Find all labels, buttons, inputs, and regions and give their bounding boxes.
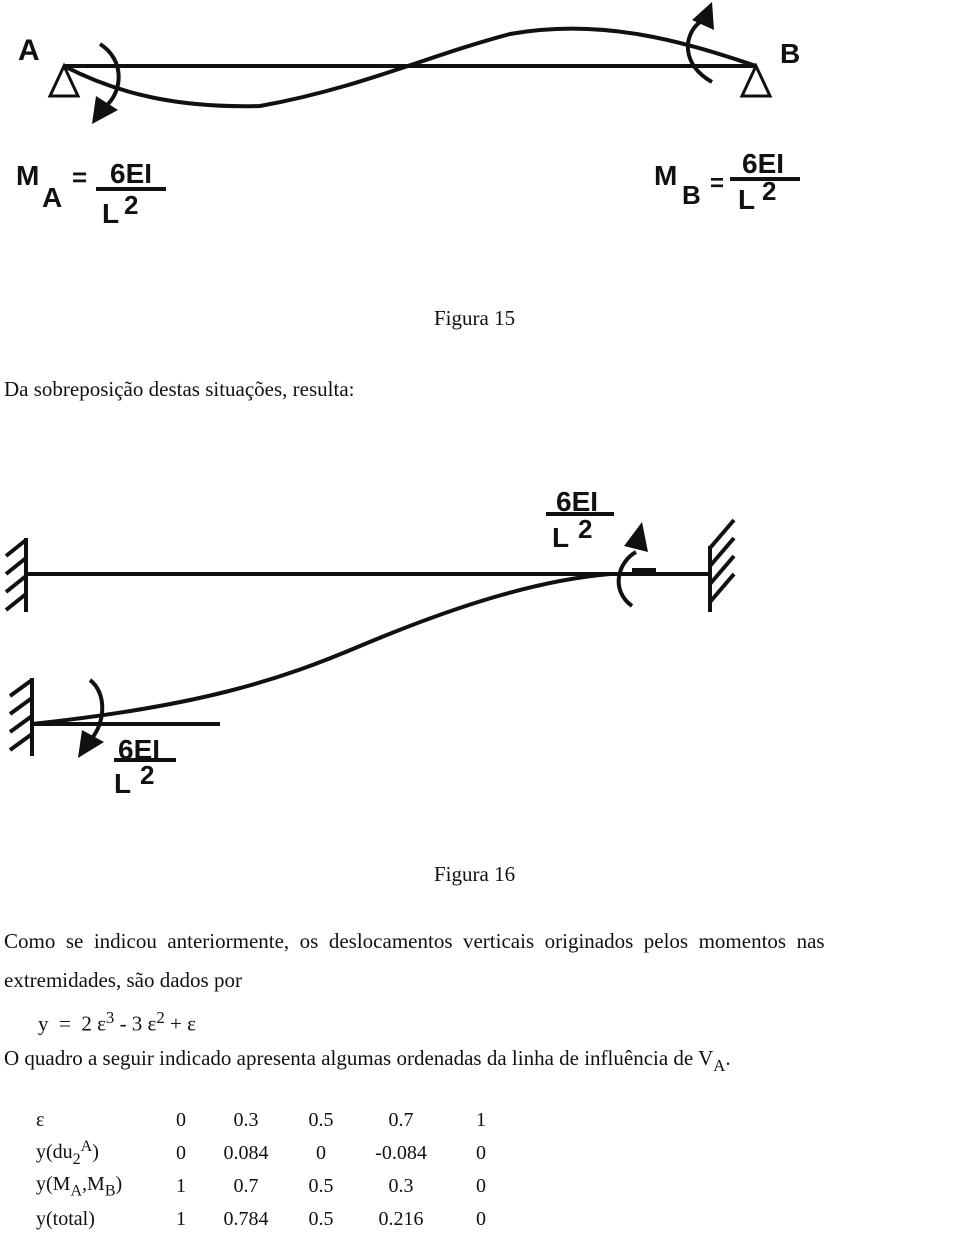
ma-denominator: L [102, 198, 120, 229]
table-cell: 0 [316, 1142, 326, 1164]
figure-16-caption: Figura 16 [434, 862, 516, 886]
mb-exponent: 2 [762, 176, 777, 206]
equation-exp-2: 2 [156, 1008, 165, 1027]
equation-exp-3: 3 [105, 1008, 115, 1027]
table-row [36, 1137, 516, 1170]
table-cell: 0.3 [388, 1175, 414, 1197]
table-cell: 0.7 [233, 1175, 259, 1197]
moment-arrowhead-left [78, 730, 104, 758]
mb-numerator: 6EI [742, 148, 785, 179]
paragraph-1-line-2: extremidades, são dados por [4, 968, 242, 992]
upper-left-wall-hatch [6, 540, 26, 610]
mb-denominator: L [738, 184, 756, 215]
row-label-y-du2a: $y(du_2^A)$ [36, 1138, 99, 1168]
table-row [36, 1203, 516, 1236]
mb-symbol: M [654, 160, 678, 191]
table-cell: 0.5 [308, 1109, 334, 1131]
table-cell: 0 [176, 1142, 186, 1164]
paragraph-2-text: O quadro a seguir indicado apresenta algumas ordenadas da linha de influência de V [4, 1046, 714, 1070]
ordinates-table [36, 1104, 516, 1236]
equation-end: + ε [164, 1011, 196, 1036]
paragraph-2 [4, 1046, 731, 1076]
table-cell: 0.3 [233, 1109, 259, 1131]
table-cell: 0 [176, 1109, 186, 1131]
table-cell: 0 [476, 1208, 486, 1230]
mb-subscript: B [682, 180, 701, 210]
right-wall-hatch [710, 520, 734, 602]
lower-left-wall-hatch [10, 680, 32, 750]
paragraph-2-end: . [725, 1046, 731, 1070]
table-cell: 0.216 [378, 1208, 424, 1230]
mb-equals: = [710, 170, 725, 197]
moment-arrow-left [90, 680, 102, 738]
paragraph-1-line-1: Como se indicou anteriormente, os deslocamentos verticais originados pelos momentos nas [4, 929, 825, 953]
ma-exponent: 2 [124, 190, 139, 220]
table-cell: 0.784 [223, 1208, 269, 1230]
table-cell: 0 [476, 1175, 486, 1197]
table-cell: 1 [176, 1208, 186, 1230]
ma-numerator: 6EI [110, 158, 153, 189]
fig16-bottom-numerator: 6EI [118, 734, 161, 765]
table-cell: 0.5 [308, 1208, 334, 1230]
table-cell: -0.084 [375, 1142, 427, 1164]
table-row [36, 1170, 516, 1203]
table-cell: 1 [476, 1109, 486, 1131]
table-cell: 1 [176, 1175, 186, 1197]
moment-arrow-right [619, 552, 636, 606]
ma-subscript: A [42, 182, 63, 213]
fig16-top-numerator: 6EI [556, 486, 599, 517]
intro-text: Da sobreposição destas situações, resulta: [4, 377, 355, 401]
fig16-bottom-denominator: L [114, 768, 132, 799]
row-label-y-total: y(total) [36, 1208, 95, 1230]
fig16-top-denominator: L [552, 522, 570, 553]
moment-arrowhead-right [624, 522, 648, 552]
deflection-curve-total [32, 574, 610, 724]
label-b: B [780, 38, 801, 69]
ma-symbol: M [16, 160, 40, 191]
equation [38, 1008, 196, 1037]
equation-mid: - 3 ε [114, 1011, 157, 1036]
table-cell: 0.7 [388, 1109, 414, 1131]
table-cell: 0 [476, 1142, 486, 1164]
row-label-epsilon: ε [36, 1109, 45, 1131]
figure-15-caption: Figura 15 [434, 306, 516, 330]
equation-lhs: y = 2 ε [38, 1011, 106, 1036]
label-a: A [18, 34, 40, 67]
fig16-top-exponent: 2 [578, 514, 593, 544]
row-label-y-ma-mb: $y(M_A,M_B)$ [36, 1172, 123, 1200]
paragraph-2-subscript: A [713, 1055, 726, 1075]
fig16-bottom-exponent: 2 [140, 760, 155, 790]
table-cell: 0.5 [308, 1175, 334, 1197]
ma-equals: = [72, 162, 88, 192]
table-cell: 0.084 [223, 1142, 269, 1164]
table-row [36, 1104, 516, 1137]
